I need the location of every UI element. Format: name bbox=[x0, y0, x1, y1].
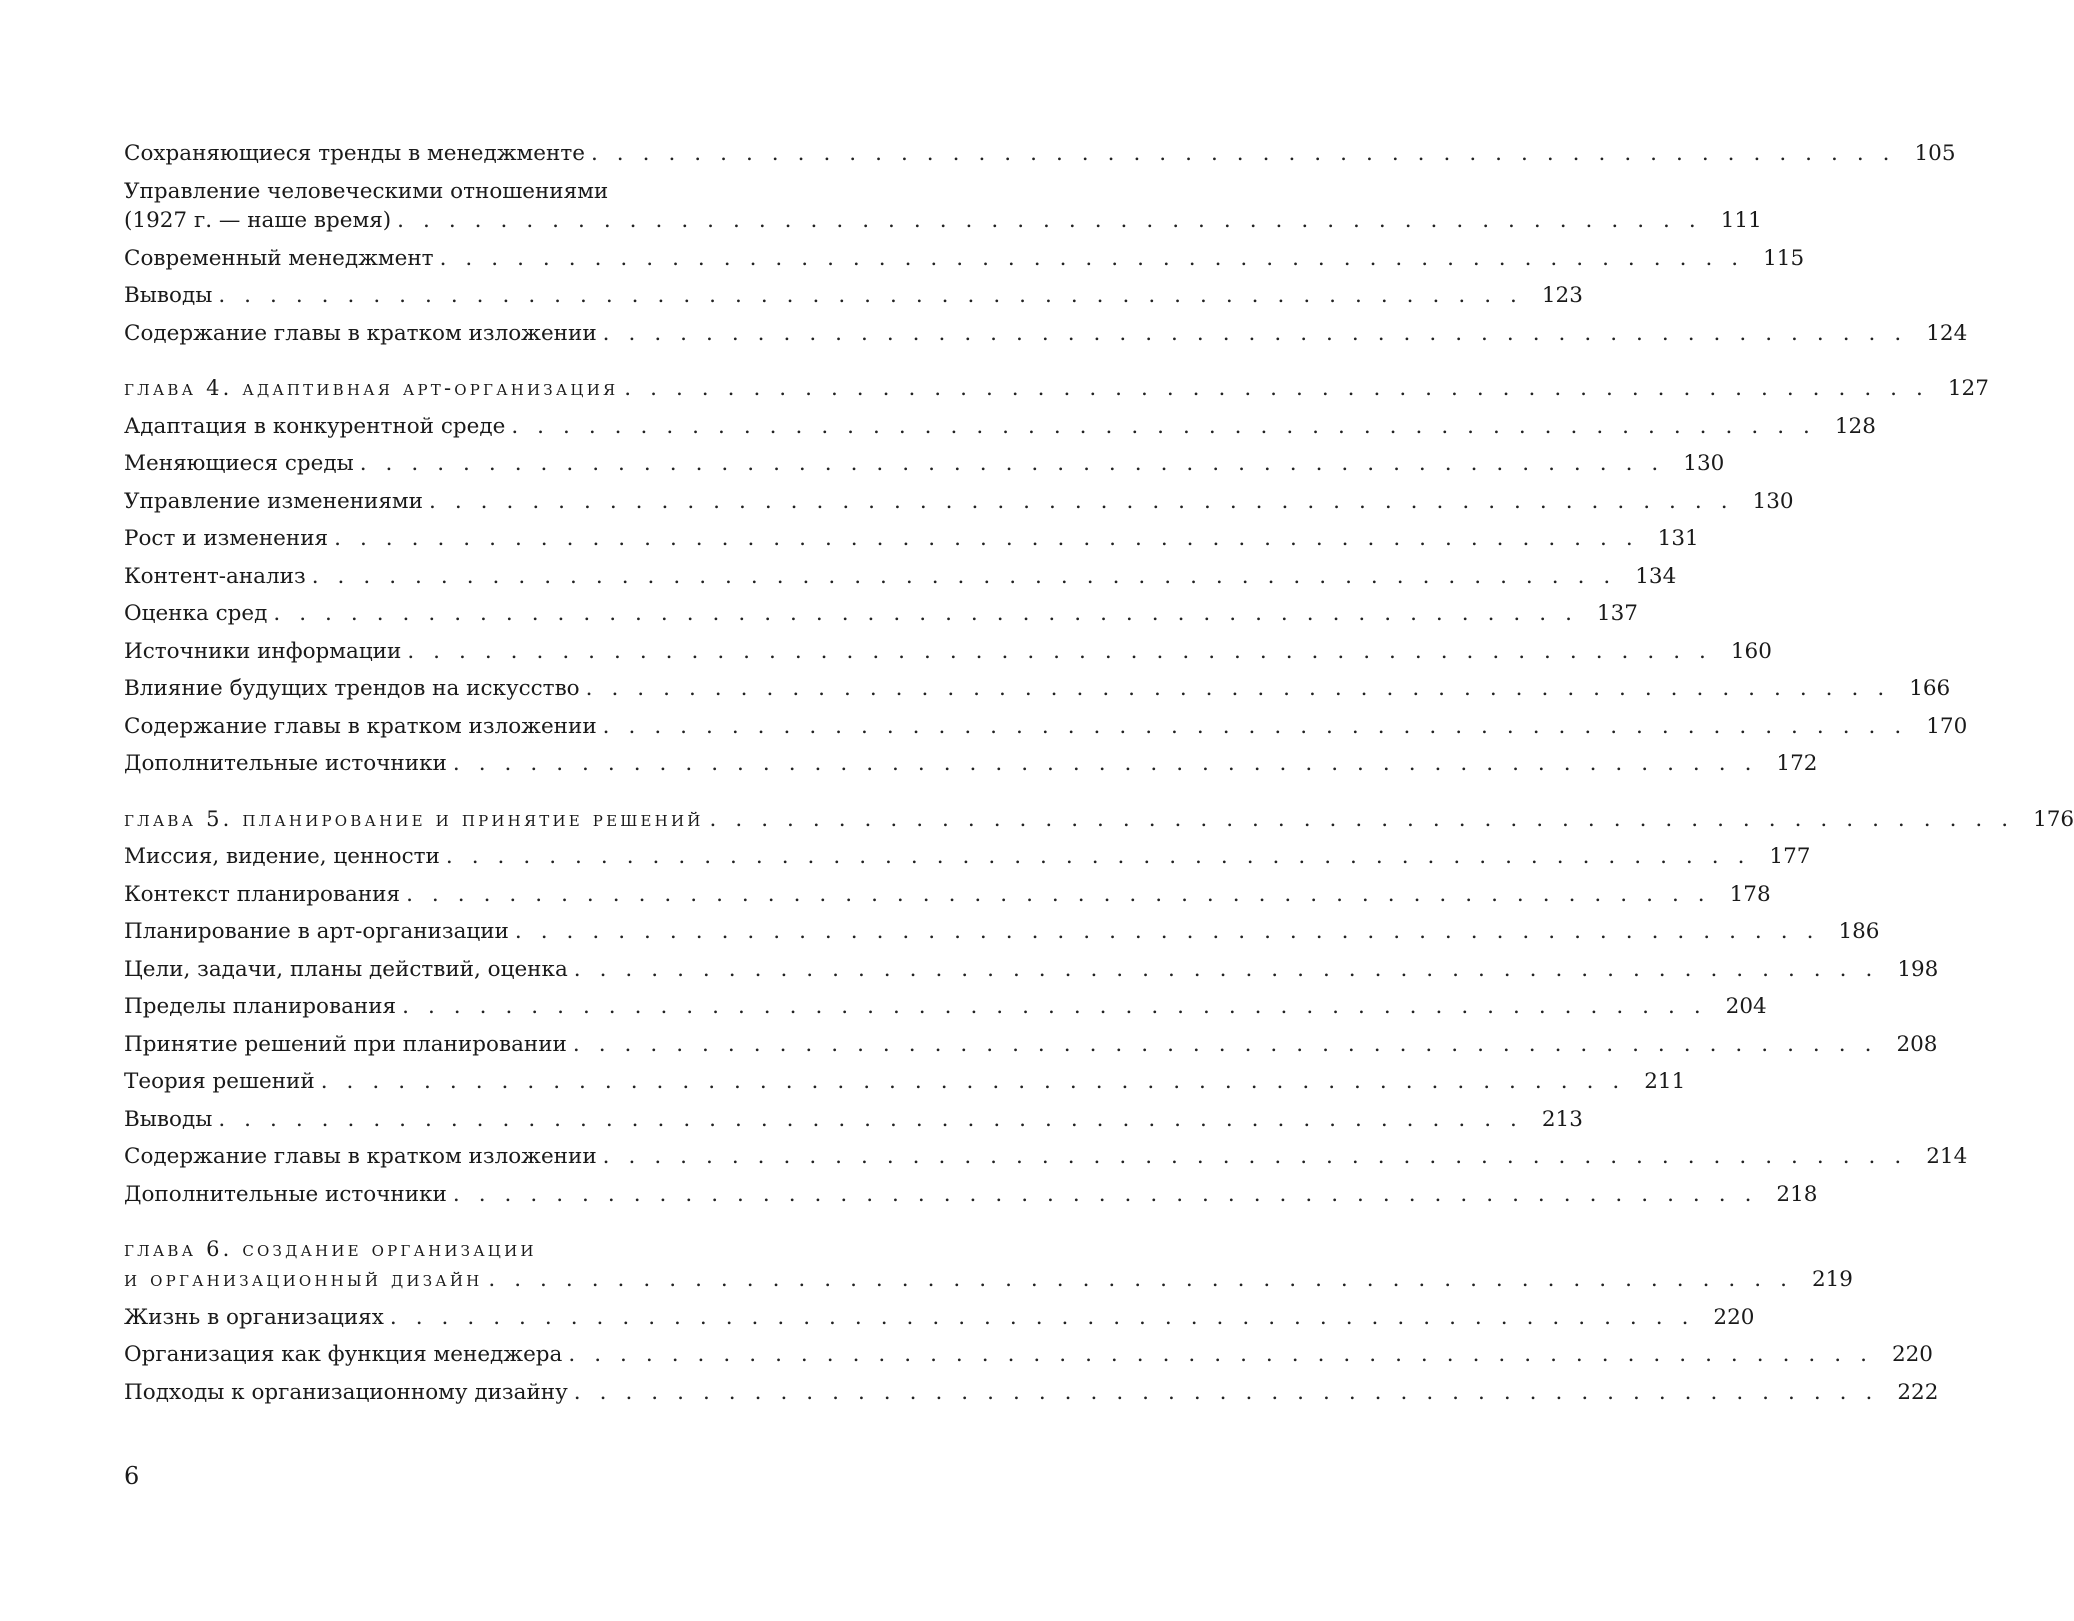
toc-entry-page: 208 bbox=[1896, 1031, 1938, 1057]
toc-entry bbox=[124, 1026, 1938, 1064]
toc-entry-title: Организация как функция менеджера bbox=[124, 1342, 563, 1367]
toc-leader-dots: ................................................... bbox=[402, 994, 1720, 1019]
toc-entry-title: Контент-анализ bbox=[124, 563, 306, 589]
toc-leader-dots: ................................................... bbox=[590, 141, 1909, 166]
toc-entry-title: Содержание главы в кратком изложении bbox=[124, 320, 597, 346]
toc-leader-dots: ................................................... bbox=[389, 1304, 1708, 1330]
toc-leader-dots: ................................................... bbox=[359, 451, 1678, 476]
toc-entry bbox=[124, 708, 1968, 746]
toc-entry-page: 130 bbox=[1752, 488, 1794, 514]
toc-leader-dots: ................................................... bbox=[445, 844, 1764, 869]
toc-entry-title: Миссия, видение, ценности bbox=[124, 844, 440, 869]
toc-entry bbox=[124, 595, 1638, 633]
toc-chapter-heading bbox=[124, 801, 2074, 839]
toc-leader-dots: ................................................... bbox=[709, 806, 2028, 832]
toc-entry-page: 172 bbox=[1776, 751, 1818, 776]
toc-leader-dots: ................................................... bbox=[218, 1106, 1536, 1132]
table-of-contents bbox=[124, 135, 2074, 1411]
toc-entry-page: 186 bbox=[1838, 919, 1880, 944]
toc-entry bbox=[124, 633, 1772, 671]
toc-entry-title: Адаптация в конкурентной среде bbox=[124, 413, 506, 439]
toc-leader-dots: ................................................... bbox=[218, 283, 1536, 308]
toc-leader-dots: ................................................... bbox=[428, 488, 1747, 514]
toc-leader-dots: ................................................... bbox=[439, 245, 1758, 271]
toc-entry bbox=[124, 913, 1880, 951]
toc-leader-dots: ................................................... bbox=[602, 713, 1921, 739]
chapter-title: глава 4. адаптивная арт-организация bbox=[124, 376, 619, 400]
chapter-gap bbox=[124, 1213, 904, 1231]
toc-chapter-heading-line1 bbox=[124, 1231, 904, 1261]
toc-entry-page: 222 bbox=[1897, 1379, 1939, 1405]
toc-entry-page: 105 bbox=[1914, 141, 1956, 166]
toc-entry-page: 166 bbox=[1909, 676, 1951, 701]
toc-leader-dots: ................................................... bbox=[602, 1144, 1921, 1169]
toc-entry-page: 219 bbox=[1811, 1267, 1853, 1292]
toc-leader-dots: ................................................... bbox=[573, 956, 1892, 982]
toc-entry bbox=[124, 876, 1771, 914]
toc-leader-dots: ................................................... bbox=[407, 638, 1725, 664]
toc-entry bbox=[124, 1138, 1968, 1176]
toc-entry-title: Выводы bbox=[124, 1106, 213, 1132]
toc-leader-dots: ................................................... bbox=[273, 601, 1591, 626]
toc-entry-title: Источники информации bbox=[124, 638, 402, 664]
toc-entry-title: Принятие решений при планировании bbox=[124, 1031, 567, 1057]
toc-entry-page: 127 bbox=[1947, 376, 1989, 401]
toc-entry bbox=[124, 277, 1583, 315]
toc-entry-title: Цели, задачи, планы действий, оценка bbox=[124, 956, 568, 982]
toc-chapter-heading bbox=[124, 1261, 1853, 1299]
toc-entry bbox=[124, 1101, 1583, 1139]
toc-leader-dots: ................................................... bbox=[320, 1069, 1639, 1094]
toc-leader-dots: ................................................... bbox=[334, 526, 1652, 551]
toc-entry-title: Дополнительные источники bbox=[124, 751, 447, 776]
toc-entry bbox=[124, 240, 1805, 278]
toc-entry-title: Выводы bbox=[124, 283, 213, 308]
toc-entry bbox=[124, 483, 1794, 521]
toc-entry-page: 128 bbox=[1834, 413, 1876, 439]
toc-entry-page: 178 bbox=[1729, 881, 1771, 907]
toc-entry-title: Планирование в арт-организации bbox=[124, 919, 509, 944]
chapter-title: глава 6. создание организации bbox=[124, 1237, 537, 1261]
toc-entry-page: 177 bbox=[1769, 844, 1811, 869]
toc-entry-title: Управление изменениями bbox=[124, 488, 423, 514]
chapter-gap bbox=[124, 352, 904, 370]
toc-entry-page: 198 bbox=[1897, 956, 1939, 982]
toc-entry-title: Оценка сред bbox=[124, 601, 268, 626]
toc-entry-title: Теория решений bbox=[124, 1069, 315, 1094]
toc-leader-dots: ................................................... bbox=[488, 1267, 1806, 1292]
toc-entry-title: Содержание главы в кратком изложении bbox=[124, 1144, 597, 1169]
toc-entry-page: 115 bbox=[1763, 245, 1805, 271]
toc-entry bbox=[124, 1299, 1755, 1337]
toc-entry-page: 123 bbox=[1541, 283, 1583, 308]
toc-leader-dots: ................................................... bbox=[573, 1379, 1892, 1405]
toc-leader-dots: ................................................... bbox=[602, 320, 1921, 346]
toc-entry-title: Рост и изменения bbox=[124, 526, 329, 551]
toc-entry-page: 124 bbox=[1926, 320, 1968, 346]
toc-leader-dots: ................................................... bbox=[452, 751, 1771, 776]
toc-leader-dots: ................................................... bbox=[452, 1181, 1771, 1207]
toc-entry-page: 220 bbox=[1891, 1342, 1933, 1367]
toc-leader-dots: ................................................... bbox=[514, 919, 1833, 944]
toc-entry-page: 213 bbox=[1541, 1106, 1583, 1132]
toc-entry-title: Контекст планирования bbox=[124, 881, 401, 907]
toc-entry bbox=[124, 1063, 1686, 1101]
toc-entry-page: 130 bbox=[1683, 451, 1725, 476]
toc-entry bbox=[124, 1374, 1939, 1412]
toc-entry bbox=[124, 838, 1811, 876]
chapter-gap bbox=[124, 783, 904, 801]
toc-chapter-heading bbox=[124, 370, 1989, 408]
toc-entry-page: 111 bbox=[1720, 208, 1762, 233]
toc-entry bbox=[124, 745, 1818, 783]
toc-entry-page: 211 bbox=[1644, 1069, 1686, 1094]
toc-leader-dots: ................................................... bbox=[568, 1342, 1886, 1367]
toc-entry-title: Жизнь в организациях bbox=[124, 1304, 384, 1330]
toc-entry-page: 218 bbox=[1776, 1181, 1818, 1207]
toc-entry bbox=[124, 988, 1767, 1026]
toc-leader-dots: ................................................... bbox=[397, 208, 1715, 233]
toc-entry-title: Сохраняющиеся тренды в менеджменте bbox=[124, 141, 585, 166]
toc-entry-page: 170 bbox=[1926, 713, 1968, 739]
toc-entry-title: Влияние будущих трендов на искусство bbox=[124, 676, 580, 701]
toc-entry-page: 160 bbox=[1730, 638, 1772, 664]
toc-entry-page: 214 bbox=[1926, 1144, 1968, 1169]
toc-entry-title: Содержание главы в кратком изложении bbox=[124, 713, 597, 739]
toc-leader-dots: ................................................... bbox=[572, 1031, 1891, 1057]
toc-entry-title-line2: (1927 г. — наше время) bbox=[124, 208, 392, 233]
toc-entry-page: 137 bbox=[1596, 601, 1638, 626]
toc-entry-title: Подходы к организационному дизайну bbox=[124, 1379, 568, 1405]
toc-entry bbox=[124, 408, 1876, 446]
chapter-title-line2: и организационный дизайн bbox=[124, 1267, 483, 1291]
toc-leader-dots: ................................................... bbox=[311, 563, 1630, 589]
toc-entry bbox=[124, 520, 1699, 558]
toc-entry-title: Дополнительные источники bbox=[124, 1181, 447, 1207]
toc-entry bbox=[124, 202, 1762, 240]
toc-entry-page: 131 bbox=[1657, 526, 1699, 551]
toc-leader-dots: ................................................... bbox=[624, 376, 1942, 401]
toc-entry bbox=[124, 1176, 1818, 1214]
toc-entry-title: Меняющиеся среды bbox=[124, 451, 354, 476]
toc-entry-title: Управление человеческими отношениями bbox=[124, 178, 609, 204]
page-number: 6 bbox=[124, 1462, 140, 1490]
toc-entry bbox=[124, 558, 1677, 596]
chapter-title: глава 5. планирование и принятие решений bbox=[124, 806, 704, 831]
toc-entry-page: 220 bbox=[1713, 1304, 1755, 1330]
toc-entry bbox=[124, 670, 1951, 708]
toc-entry bbox=[124, 1336, 1933, 1374]
toc-entry bbox=[124, 315, 1968, 353]
toc-entry-page: 134 bbox=[1635, 563, 1677, 589]
toc-entry bbox=[124, 135, 1956, 173]
toc-entry bbox=[124, 445, 1725, 483]
toc-entry-page: 176 bbox=[2033, 806, 2074, 832]
toc-entry-page: 204 bbox=[1725, 994, 1767, 1019]
toc-leader-dots: ................................................... bbox=[511, 413, 1829, 439]
toc-leader-dots: ................................................... bbox=[585, 676, 1904, 701]
toc-entry bbox=[124, 951, 1939, 989]
toc-leader-dots: ................................................... bbox=[406, 881, 1724, 907]
toc-entry-title: Пределы планирования bbox=[124, 994, 397, 1019]
toc-entry-title: Современный менеджмент bbox=[124, 245, 434, 271]
